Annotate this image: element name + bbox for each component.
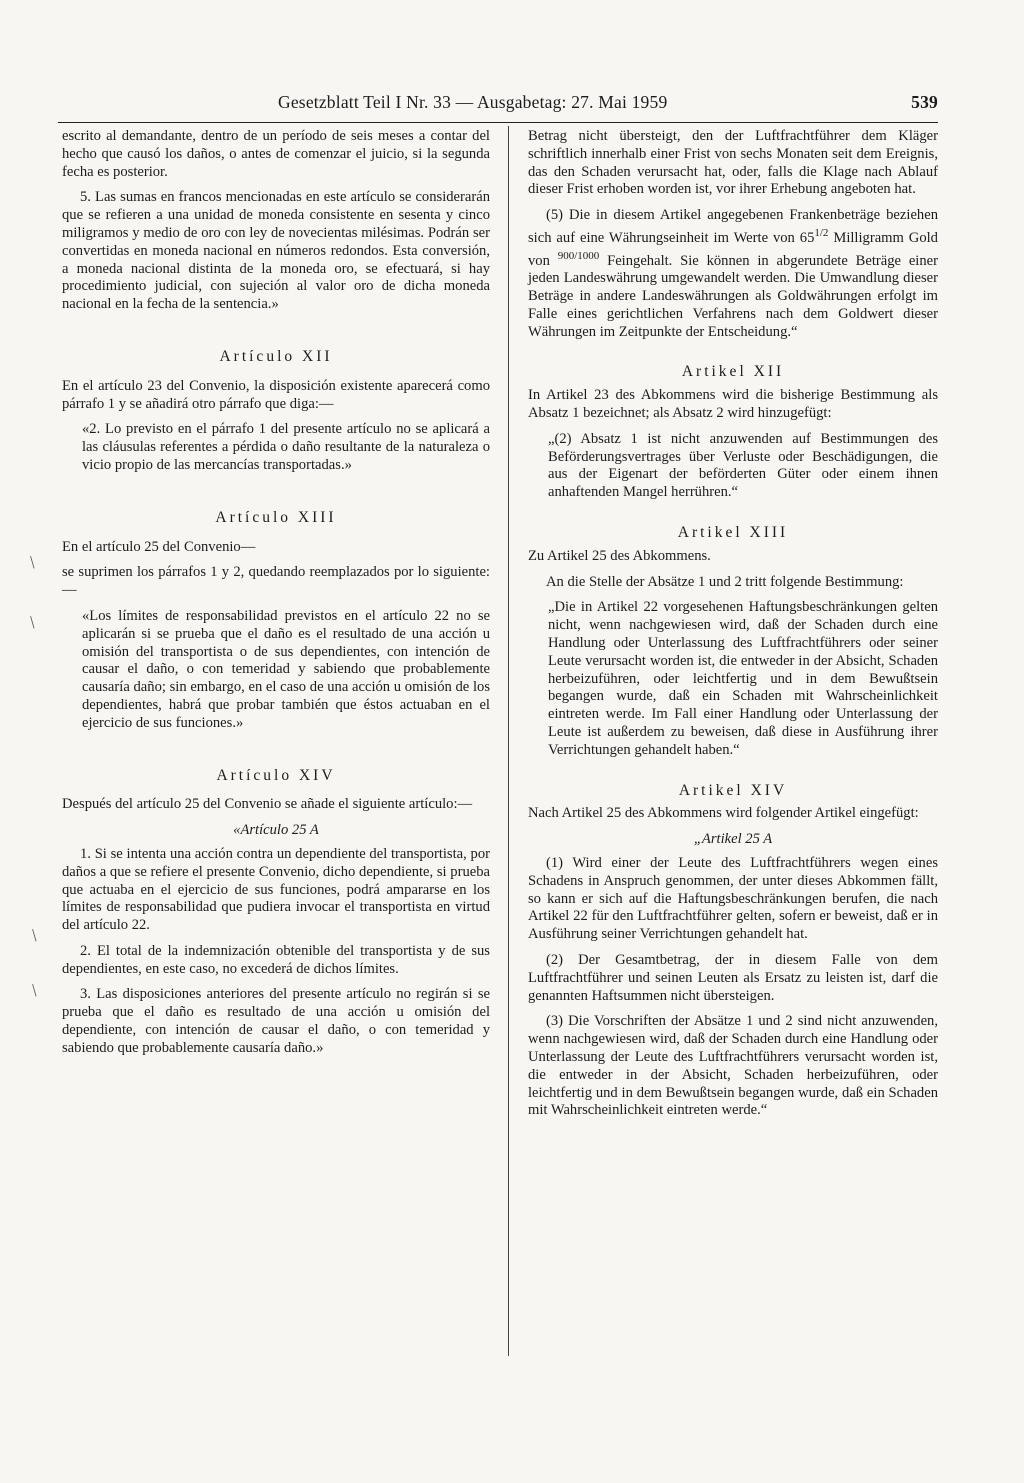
- margin-mark: /: [24, 612, 41, 632]
- paragraph: 5. Las sumas en francos mencionadas en este artículo se considerarán que se refieren a una unidad de moneda consistente en sesenta y cinco miligramos y medio de oro con ley de novecientas milésimas. Podrán ser convertidas en moneda nacional en números redondos. Esta conversión, a moneda nacional distinta de la moneda oro, se efectuará, si hay procedimiento judicial, con sujeción al valor oro de dicha moneda nacional en la fecha de la sentencia.»: [62, 189, 490, 313]
- article-heading: Artikel XIV: [678, 781, 788, 799]
- paragraph: 3. Las disposiciones anteriores del presente artículo no regirán si se prueba que el daño es resultado de una acción u omisión del dependiente, con intención de causar el daño, o con temeridad y sabiendo que probablemente causaría daño.»: [62, 986, 490, 1056]
- paragraph: Después del artículo 25 del Convenio se añade el siguiente artículo:—: [62, 796, 473, 813]
- paragraph: 2. El total de la indemnización obtenible del transportista y de sus dependientes, en este caso, no excederá de dichos límites.: [62, 942, 490, 977]
- article-heading: Artikel XIII: [677, 524, 789, 542]
- article-heading: Artículo XIII: [215, 508, 337, 526]
- paragraph-with-fractions: [528, 207, 938, 341]
- paragraph: En el artículo 23 del Convenio, la disposición existente aparecerá como párrafo 1 y se añadirá otro párrafo que diga:—: [62, 377, 490, 412]
- paragraph: escrito al demandante, dentro de un período de seis meses a contar del hecho que causó los daños, o antes de comenzar el juicio, si la segunda fecha es posterior.: [62, 128, 490, 180]
- margin-mark: /: [26, 925, 43, 945]
- margin-mark: /: [24, 552, 41, 572]
- header-title: Gesetzblatt Teil I Nr. 33 — Ausgabetag: 27. Mai 1959: [278, 92, 668, 112]
- paragraph: (1) Wird einer der Leute des Luftfrachtführers wegen eines Schadens in Anspruch genommen, der unter dieses Abkommen fällt, so kann er sich auf die Haftungsbeschränkungen berufen, die nach Artikel 22 für den Luftfrachtführer gelten, sofern er beweist, daß er in Ausführung seiner Verrichtungen gehandelt hat.: [528, 855, 938, 943]
- quoted-paragraph: „Die in Artikel 22 vorgesehenen Haftungsbeschränkungen gelten nicht, wenn nachgewiesen wird, daß der Schaden durch eine Handlung oder Unterlassung des Luftfrachtführers oder seiner Leute verursacht worden ist, die entweder in der Absicht, Schaden herbeizuführen, oder leichtfertig und in dem Bewußtsein begangen wurde, daß ein Schaden mit Wahrscheinlichkeit eintreten werde. Im Fall einer Handlung oder Unterlassung der Leute ist außerdem zu beweisen, daß diese in Ausführung ihrer Verrichtungen gehandelt haben.“: [548, 599, 938, 758]
- paragraph: Zu Artikel 25 des Abkommens.: [528, 547, 711, 564]
- text-run: (5) Die in diesem Artikel angegebenen Frankenbeträge beziehen sich auf eine Währungseinheit im Werte von 65: [528, 207, 938, 246]
- paragraph: (3) Die Vorschriften der Absätze 1 und 2 sind nicht anzuwenden, wenn nachgewiesen wird, daß der Schaden durch eine Handlung oder Unterlassung der Leute des Luftfrachtführers verursacht worden ist, die entweder in der Absicht, Schaden herbeizuführen, oder leichtfertig und in dem Bewußtsein begangen wurde, daß ein Schaden mit Wahrscheinlichkeit eintreten werde.“: [528, 1013, 938, 1119]
- fraction: 1/2: [814, 226, 829, 239]
- fraction: 900/1000: [557, 249, 600, 262]
- german-column: [528, 128, 938, 1128]
- header-rule: [58, 122, 938, 123]
- column-divider: [508, 126, 509, 1356]
- paragraph: Nach Artikel 25 des Abkommens wird folgender Artikel eingefügt:: [528, 805, 919, 822]
- article-heading: Artículo XII: [219, 347, 333, 365]
- paragraph: (2) Der Gesamtbetrag, der in diesem Falle von dem Luftfrachtführer und seinen Leuten als Ersatz zu leisten ist, darf die genannten Haftsummen nicht übersteigen.: [528, 952, 938, 1004]
- article-heading: Artikel XII: [681, 363, 785, 381]
- page-number: 539: [911, 92, 938, 112]
- article-25a-title: „Artikel 25 A: [693, 831, 773, 848]
- text-run: Milligramm Gold von: [528, 229, 938, 269]
- paragraph: se suprimen los párrafos 1 y 2, quedando reemplazados por lo siguiente:—: [62, 564, 490, 599]
- quoted-paragraph: «2. Lo previsto en el párrafo 1 del presente artículo no se aplicará a las cláusulas referentes a pérdida o daño resultante de la naturaleza o vicio propio de las mercancías transportadas.»: [82, 421, 490, 473]
- paragraph: An die Stelle der Absätze 1 und 2 tritt folgende Bestimmung:: [546, 573, 904, 590]
- quoted-paragraph: «Los límites de responsabilidad previstos en el artículo 22 no se aplicarán si se prueba que el daño es el resultado de una acción u omisión del transportista o de sus dependientes, con intención de causar el daño, o con temeridad y sabiendo que probablemente causaría daño; sin embargo, en el caso de una acción u omisión de los dependientes, habrá que probar también que éstos actuaban en el ejercicio de sus funciones.»: [82, 607, 490, 731]
- article-25a-title: «Artículo 25 A: [233, 822, 319, 839]
- paragraph: In Artikel 23 des Abkommens wird die bisherige Bestimmung als Absatz 1 bezeichnet; als Absatz 2 wird hinzugefügt:: [528, 387, 938, 422]
- margin-mark: /: [26, 980, 43, 1000]
- text-run: Feingehalt. Sie können in abgerundete Beträge einer jeden Landeswährung umgewandelt werden. Die Umwandlung dieser Beträge in andere Landeswährungen als Goldwährungen erfolgt im Falle eines gerichtlichen Verfahrens nach dem Goldwert dieser Währungen im Zeitpunkte der Entscheidung.“: [528, 252, 938, 340]
- running-header: [278, 92, 938, 116]
- paragraph: En el artículo 25 del Convenio—: [62, 538, 256, 555]
- paragraph: Betrag nicht übersteigt, den der Luftfrachtführer dem Kläger schriftlich innerhalb einer Frist von sechs Monaten seit dem Ereignis, das den Schaden verursacht hat, oder, falls die Klage nach Ablauf dieser Frist erhoben worden ist, vor ihrer Erhebung angeboten hat.: [528, 128, 938, 198]
- spanish-column: [62, 128, 490, 1066]
- article-heading: Artículo XIV: [216, 766, 336, 784]
- quoted-paragraph: „(2) Absatz 1 ist nicht anzuwenden auf Bestimmungen des Beförderungsvertrages über Verluste oder Beschädigungen, die aus der Eigenart der beförderten Güter oder einem ihnen anhaftenden Mangel herrühren.“: [548, 430, 938, 501]
- paragraph: 1. Si se intenta una acción contra un dependiente del transportista, por daños a que se refiere el presente Convenio, dicho dependiente, si prueba que actuaba en el ejercicio de sus funciones, podrá ampararse en los límites de responsabilidad que pudiera invocar el transportista en virtud del artículo 22.: [62, 845, 490, 934]
